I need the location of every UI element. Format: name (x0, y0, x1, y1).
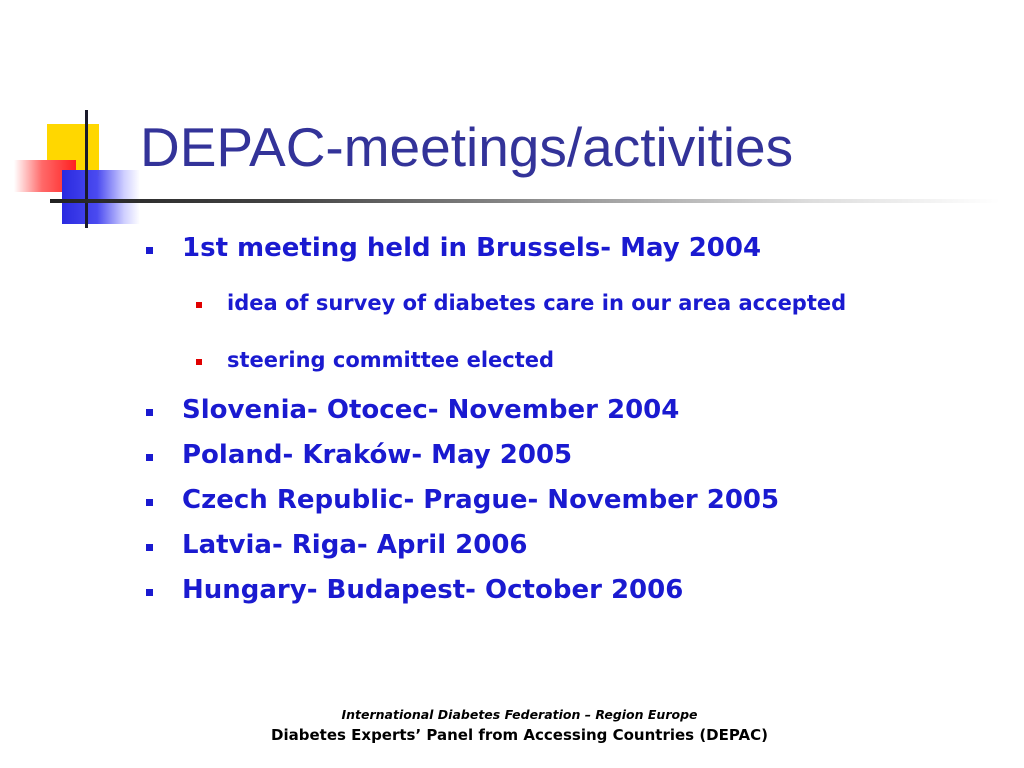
list-item-text: Czech Republic- Prague- November 2005 (182, 485, 780, 515)
square-bullet-icon (146, 589, 153, 596)
sub-list-item (227, 289, 846, 317)
list-item (182, 439, 572, 471)
square-bullet-icon (146, 247, 153, 254)
sub-list-item-text: steering committee elected (227, 348, 555, 372)
list-item (182, 529, 528, 561)
list-item-text: Latvia- Riga- April 2006 (182, 530, 528, 560)
square-bullet-icon (196, 302, 202, 308)
slide-title: DEPAC-meetings/activities (140, 116, 794, 178)
list-item (182, 574, 683, 606)
list-item-text: Poland- Kraków- May 2005 (182, 440, 573, 470)
list-item-text: Slovenia- Otocec- November 2004 (182, 395, 680, 425)
list-item (182, 394, 679, 426)
list-item-text: Hungary- Budapest- October 2006 (182, 575, 684, 605)
logo-vertical-line (85, 110, 88, 228)
square-bullet-icon (196, 359, 202, 365)
sub-list-item-text: idea of survey of diabetes care in our area accepted (227, 291, 847, 315)
square-bullet-icon (146, 409, 153, 416)
logo-blue-block (62, 170, 140, 224)
list-item-text: 1st meeting held in Brussels- May 2004 (182, 233, 762, 263)
list-item (182, 484, 779, 516)
footer-organization: International Diabetes Federation – Region Europe (341, 707, 698, 722)
list-item (182, 232, 761, 264)
footer-panel-name: Diabetes Experts’ Panel from Accessing Countries (DEPAC) (271, 726, 768, 744)
square-bullet-icon (146, 544, 153, 551)
sub-list-item (227, 346, 554, 374)
title-underline (50, 199, 1000, 203)
square-bullet-icon (146, 454, 153, 461)
square-bullet-icon (146, 499, 153, 506)
